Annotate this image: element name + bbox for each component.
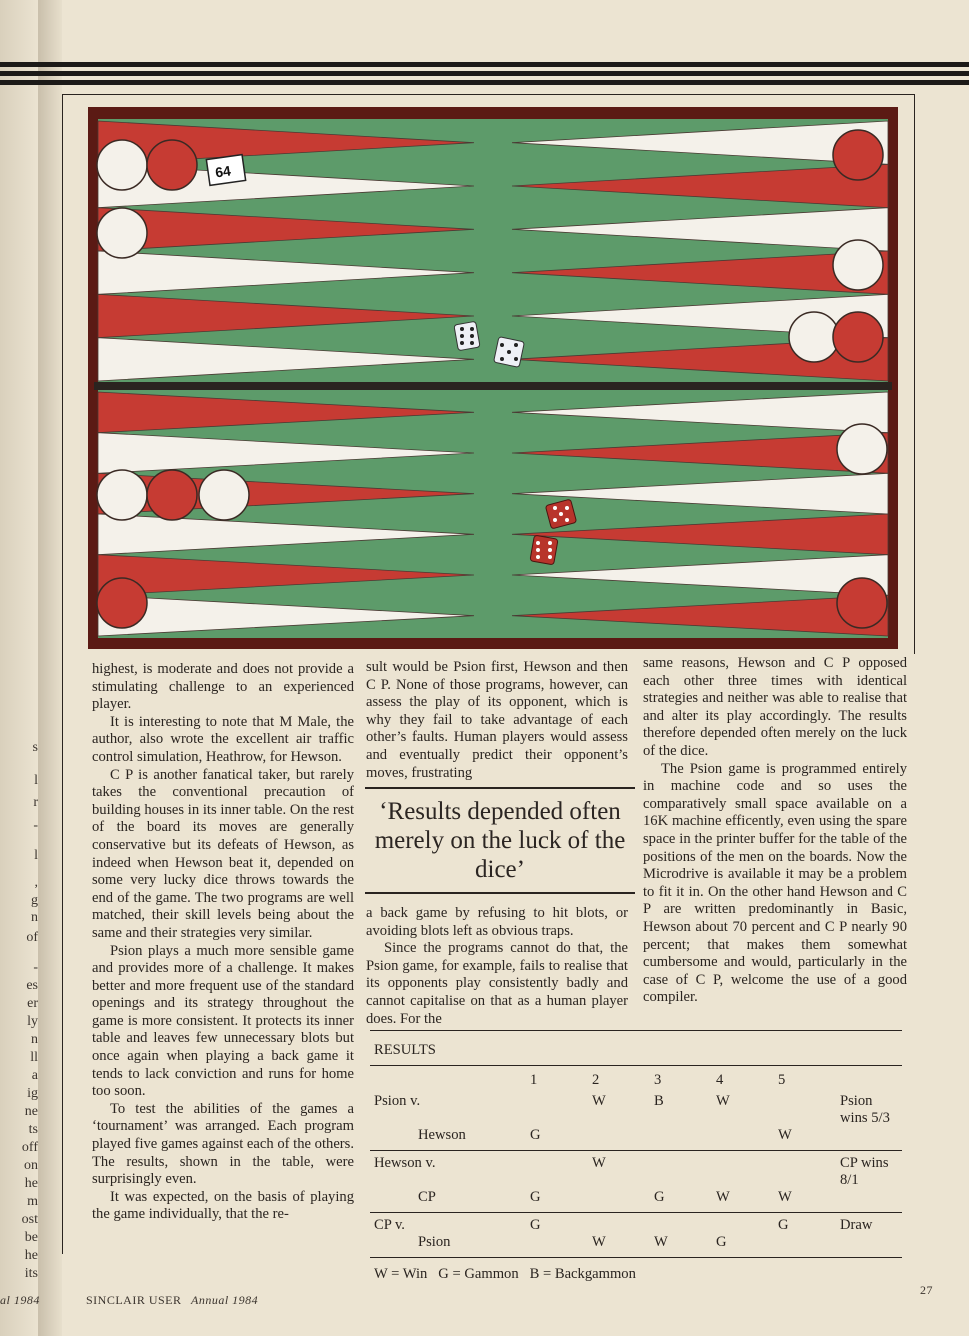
results-cell: G: [530, 1217, 541, 1233]
results-cell: [588, 1189, 650, 1213]
white-checker: [97, 140, 147, 190]
results-legend-row: [370, 1258, 902, 1284]
results-row-bottom: [370, 1234, 902, 1258]
red-checker: [837, 578, 887, 628]
results-outcome: CP wins 8/1: [840, 1155, 889, 1188]
page-number: 27: [920, 1283, 933, 1297]
article-column-1: [92, 661, 354, 1224]
results-outcome: Psion wins 5/3: [840, 1093, 890, 1126]
previous-page-fragment: n: [31, 910, 38, 925]
article-column-2-bottom: [366, 905, 628, 1028]
article-column-3: [643, 655, 907, 1007]
previous-page-fragment: ll: [30, 1050, 38, 1065]
previous-page-fragment: on: [24, 1158, 38, 1173]
previous-page-fragment: l: [34, 848, 38, 863]
col1-para-6: It was expected, on the basis of playing the game individually, that the re-: [92, 1188, 354, 1223]
results-cell: [774, 1234, 836, 1258]
doubling-cube: [206, 155, 245, 186]
previous-page-fragment: ,: [34, 875, 38, 890]
doubling-cube-value: 64: [214, 162, 232, 181]
article-column-2-top: [366, 659, 628, 782]
previous-page-fragment: -: [33, 818, 38, 833]
previous-page-fragment: its: [24, 1266, 38, 1281]
results-row-top: [370, 1089, 902, 1127]
results-title-row: [370, 1038, 902, 1066]
results-opponent: Hewson: [370, 1127, 526, 1151]
footer-magazine: SINCLAIR USER: [86, 1293, 182, 1307]
previous-page-fragment: a: [31, 1068, 38, 1083]
results-player: CP v.: [374, 1217, 405, 1233]
results-row-bottom: [370, 1127, 902, 1151]
results-cell: G: [778, 1217, 789, 1233]
results-cell: [650, 1127, 712, 1151]
results-header-outcome-blank: [836, 1066, 902, 1090]
col2-para-1: a back game by refusing to hit blots, or avoiding blots left as obvious traps.: [366, 905, 628, 939]
previous-page-fragment: off: [21, 1140, 38, 1155]
white-checker: [97, 470, 147, 520]
results-cell: [712, 1151, 774, 1190]
results-cell: [588, 1213, 650, 1235]
page-gutter: [38, 0, 62, 1336]
col1-para-2: It is interesting to note that M Male, the author, also wrote the excellent air traffic control simulation, Heathrow, for Hewson.: [92, 713, 354, 765]
results-legend: W = Win G = Gammon B = Backgammon: [374, 1266, 636, 1282]
red-checker: [147, 470, 197, 520]
results-top-rule: [370, 1030, 902, 1031]
results-header-row: [370, 1066, 902, 1090]
results-cell: G: [712, 1234, 774, 1258]
red-checker: [147, 140, 197, 190]
red-checker: [833, 312, 883, 362]
results-row-top: [370, 1151, 902, 1190]
previous-page-fragment: g: [31, 893, 38, 908]
col3-para-2: The Psion game is programmed entirely in machine code and so uses the comparatively small space available on a 16K machine efficently, even using the spare space in the printer buffer for the table of the positions of the men on the boards. Now the Microdrive is available it may be a problem to fit it in. On the other hand Hewson and C P are written predominantly in Basic, Hewson about 70 percent and C P nearly 90 percent; that makes them somewhat cumbersome and would, particularly in the case of C P, welcome the use of a good compiler.: [643, 760, 907, 1006]
results-cell: B: [654, 1093, 664, 1109]
results-row-top: [370, 1213, 902, 1235]
results-cell: G: [650, 1189, 712, 1213]
white-checker: [199, 470, 249, 520]
red-checker: [833, 130, 883, 180]
col1-para-3: C P is another fanatical taker, but rarely takes the conventional precaution of building houses in its inner table. On the rest of the board its moves are generally conservative but its defeats of Hewson, as indeed when Hewson beat it, depended on some very lucky dice throws towards the end of the game. The two programs are well matched, their skill levels being about the same and their strategies very similar.: [92, 766, 354, 941]
previous-page-fragment: he: [24, 1248, 38, 1263]
results-cell: W: [712, 1189, 774, 1213]
results-cell: W: [774, 1189, 836, 1213]
results-cell: W: [774, 1127, 836, 1151]
previous-page-fragment: er: [27, 996, 38, 1011]
white-checker: [789, 312, 839, 362]
red-checker: [97, 578, 147, 628]
col1-para-1: highest, is moderate and does not provide a stimulating challenge to an experienced player.: [92, 661, 354, 713]
col2-para-top: sult would be Psion first, Hewson and then C P. None of those programs, however, can assess the play of its opponent, which is why they fail to take advantage of each other’s faults. Human players would assess and eventually predict their opponent’s moves, frustrating: [366, 659, 628, 781]
frame-left-rule: [62, 94, 63, 1254]
previous-page-fragment: -: [33, 960, 38, 975]
col3-para-1: same reasons, Hewson and C P opposed each other three times with identical strategies and neither was able to realise that and alter its play accordingly. The results therefore depended often merely on the luck of the dice.: [643, 655, 907, 759]
results-game-number: 2: [592, 1072, 600, 1088]
previous-page-fragment: ig: [27, 1086, 38, 1101]
previous-page-fragment: es: [26, 978, 38, 993]
results-opponent: CP: [370, 1189, 526, 1213]
white-checker: [97, 208, 147, 258]
results-cell: [774, 1089, 836, 1127]
results-cell: W: [592, 1093, 606, 1109]
results-outcome-blank: [836, 1189, 902, 1213]
results-cell: [526, 1234, 588, 1258]
results-cell: [526, 1089, 588, 1127]
backgammon-board-svg: [88, 107, 898, 649]
footer-edition: Annual 1984: [191, 1293, 259, 1307]
footer-publication: [86, 1293, 258, 1308]
results-cell: [650, 1151, 712, 1190]
results-cell: W: [588, 1234, 650, 1258]
pull-quote: ‘Results depended often merely on the luck of the dice’: [365, 787, 635, 894]
results-cell: [650, 1213, 712, 1235]
previous-page-fragment: m: [27, 1194, 38, 1209]
header-stripes: [0, 62, 969, 92]
results-game-number: 1: [530, 1072, 538, 1088]
results-cell: [588, 1127, 650, 1151]
white-die-2: [494, 337, 525, 368]
results-game-number: 5: [778, 1072, 786, 1088]
previous-page-fragment: of: [26, 930, 38, 945]
board-bar: [94, 382, 892, 390]
results-opponent: Psion: [370, 1234, 526, 1258]
results-cell: G: [526, 1189, 588, 1213]
previous-page-fragment: be: [24, 1230, 38, 1245]
previous-page-fragment: n: [31, 1032, 38, 1047]
previous-page-fragment: r: [33, 795, 38, 810]
col2-para-2: Since the programs cannot do that, the Psion game, for example, fails to realise that its opponents play consistently badly and cannot capitalise on that as a human player does. For the: [366, 940, 628, 1027]
results-table: [370, 1038, 902, 1283]
previous-page-fragment: ne: [24, 1104, 38, 1119]
previous-page-fragment: ly: [27, 1014, 38, 1029]
results-row-bottom: [370, 1189, 902, 1213]
previous-page-fragment: ost: [21, 1212, 38, 1227]
frame-top-rule: [62, 94, 914, 95]
results-cell: G: [526, 1127, 588, 1151]
previous-page-fragment: s: [32, 740, 38, 755]
previous-page-footer: al 1984: [0, 1293, 40, 1307]
white-checker: [837, 424, 887, 474]
previous-page-fragment: ts: [28, 1122, 38, 1137]
results-game-number: 4: [716, 1072, 724, 1088]
red-die-2: [530, 535, 558, 565]
backgammon-board-illustration: [88, 107, 898, 649]
results-cell: [774, 1151, 836, 1190]
results-cell: W: [650, 1234, 712, 1258]
results-outcome-blank: [836, 1127, 902, 1151]
previous-page-fragment: l: [34, 773, 38, 788]
previous-page-fragment: he: [24, 1176, 38, 1191]
results-outcome: Draw: [840, 1217, 873, 1233]
results-cell: [712, 1127, 774, 1151]
results-game-number: 3: [654, 1072, 662, 1088]
results-title: RESULTS: [370, 1038, 902, 1066]
results-player: Psion v.: [374, 1093, 421, 1109]
white-checker: [833, 240, 883, 290]
col1-para-5: To test the abilities of the games a ‘tournament’ was arranged. Each program played five games against each of the others. The results, shown in the table, were surprisingly even.: [92, 1100, 354, 1188]
results-cell: [712, 1213, 774, 1235]
results-player: Hewson v.: [374, 1155, 436, 1171]
results-cell: W: [716, 1093, 730, 1109]
frame-right-rule: [914, 94, 915, 654]
results-header-blank: [370, 1066, 526, 1090]
results-cell: [526, 1151, 588, 1190]
col1-para-4: Psion plays a much more sensible game and provides more of a challenge. It makes better and more frequent use of the standard openings and its strategy throughout the game is more consistent. It protects its inner table and leaves few unnecessary blots but once again when playing a back game it tends to lack conviction and runs for home too soon.: [92, 942, 354, 1100]
results-outcome-blank: [836, 1234, 902, 1258]
white-die-1: [454, 321, 480, 350]
results-cell: W: [592, 1155, 606, 1171]
